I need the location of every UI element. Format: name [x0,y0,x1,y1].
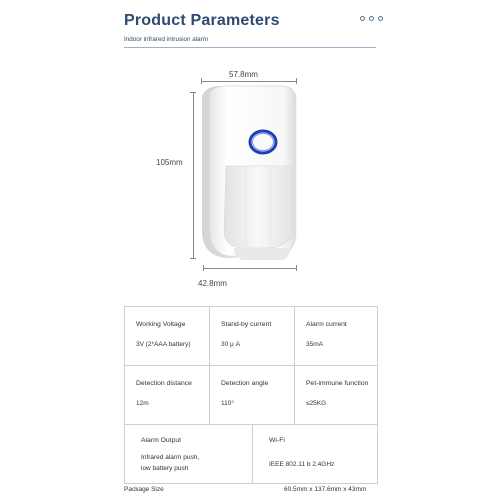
height-line [193,92,194,258]
spec-table [124,306,378,484]
package-size-label: Package Size [124,486,164,493]
spec-value: IEEE 802.11 b 2.4GHz [269,461,335,468]
spec-value: 110° [221,400,234,407]
spec-label: Working Voltage [136,321,186,328]
motion-sensor-device-image [196,84,300,264]
spec-value: ≤25KG [306,400,327,407]
spec-label: Stand-by current [221,321,272,328]
spec-label: Detection distance [136,380,192,387]
spec-cell-pet-immune [295,366,377,424]
spec-cell-wifi [253,425,377,483]
page-subtitle: Indoor infrared intrusion alarm [124,36,208,43]
width-bottom-tick-right [296,265,297,271]
header-divider [124,47,376,48]
spec-label: Pet-immune function [306,380,369,387]
spec-value [141,452,252,474]
page-title: Product Parameters [124,12,280,29]
spec-cell-alarm-current [295,307,377,365]
height-label: 105mm [156,158,183,167]
spec-value-line: Infrared alarm push, [141,454,200,461]
spec-row [125,307,377,366]
spec-cell-detection-distance [125,366,210,424]
package-size-value: 60.5mm x 137.6mm x 43mm [284,486,367,493]
spec-value: 30 μ A [221,341,240,348]
width-bottom-label: 42.8mm [198,279,227,288]
spec-value-line: low battery push [141,465,189,472]
spec-value: 3V (2*AAA battery) [136,341,191,348]
spec-label: Wi-Fi [269,437,285,444]
spec-cell-standby-current [210,307,295,365]
width-bottom-line [203,268,297,269]
spec-label: Alarm Output [141,437,182,444]
spec-cell-detection-angle [210,366,295,424]
spec-cell-working-voltage [125,307,210,365]
spec-value: 35mA [306,341,323,348]
width-top-label: 57.8mm [229,70,258,79]
spec-label: Detection angle [221,380,269,387]
spec-row [125,425,377,483]
more-dots-icon [360,16,383,21]
width-bottom-tick-left [203,265,204,271]
spec-cell-alarm-output [125,425,253,483]
width-top-line [201,81,297,82]
spec-label: Alarm current [306,321,347,328]
spec-row [125,366,377,425]
spec-value: 12m [136,400,149,407]
